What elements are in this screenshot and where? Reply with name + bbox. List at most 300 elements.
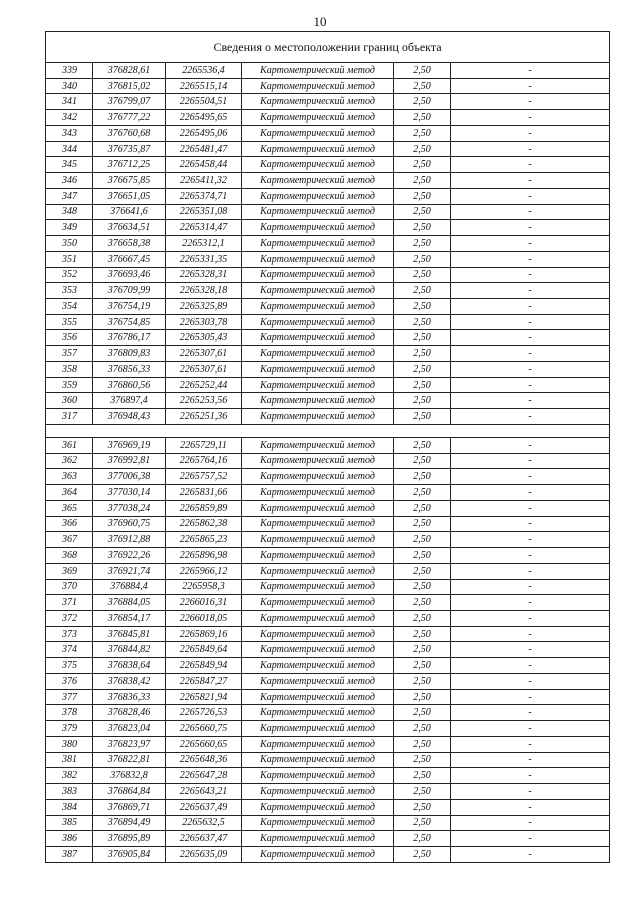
table-row [46,220,610,236]
y-coordinate-cell: 2265958,3 [166,579,242,595]
method-cell: Картометрический метод [242,267,394,283]
y-coordinate-cell: 2265821,94 [166,689,242,705]
x-coordinate-cell: 376897,4 [93,393,166,409]
point-number-cell: 360 [46,393,93,409]
accuracy-cell: 2,50 [394,330,451,346]
description-cell: - [451,752,610,768]
point-number-cell: 380 [46,736,93,752]
y-coordinate-cell: 2265411,32 [166,173,242,189]
method-cell: Картометрический метод [242,673,394,689]
description-cell: - [451,437,610,453]
table-row [46,346,610,362]
point-number-cell: 382 [46,768,93,784]
accuracy-cell: 2,50 [394,469,451,485]
point-number-cell: 356 [46,330,93,346]
x-coordinate-cell: 376754,85 [93,314,166,330]
x-coordinate-cell: 376777,22 [93,110,166,126]
method-cell: Картометрический метод [242,251,394,267]
accuracy-cell: 2,50 [394,220,451,236]
description-cell: - [451,361,610,377]
x-coordinate-cell: 376634,51 [93,220,166,236]
table-row [46,251,610,267]
point-number-cell: 372 [46,610,93,626]
description-cell: - [451,314,610,330]
table-row [46,453,610,469]
point-number-cell: 377 [46,689,93,705]
table-row [46,125,610,141]
table-row [46,299,610,315]
x-coordinate-cell: 376960,75 [93,516,166,532]
y-coordinate-cell: 2265374,71 [166,188,242,204]
method-cell: Картометрический метод [242,157,394,173]
accuracy-cell: 2,50 [394,736,451,752]
accuracy-cell: 2,50 [394,361,451,377]
accuracy-cell: 2,50 [394,251,451,267]
x-coordinate-cell: 376760,68 [93,125,166,141]
x-coordinate-cell: 376884,05 [93,595,166,611]
y-coordinate-cell: 2265862,38 [166,516,242,532]
method-cell: Картометрический метод [242,236,394,252]
method-cell: Картометрический метод [242,283,394,299]
x-coordinate-cell: 376845,81 [93,626,166,642]
y-coordinate-cell: 2265328,18 [166,283,242,299]
y-coordinate-cell: 2265849,94 [166,658,242,674]
method-cell: Картометрический метод [242,563,394,579]
y-coordinate-cell: 2265896,98 [166,548,242,564]
table-row [46,689,610,705]
point-number-cell: 375 [46,658,93,674]
point-number-cell: 368 [46,548,93,564]
table-row [46,784,610,800]
accuracy-cell: 2,50 [394,673,451,689]
table-row [46,626,610,642]
x-coordinate-cell: 376822,81 [93,752,166,768]
table-row [46,157,610,173]
table-row [46,642,610,658]
x-coordinate-cell: 376884,4 [93,579,166,595]
description-cell: - [451,689,610,705]
y-coordinate-cell: 2265643,21 [166,784,242,800]
y-coordinate-cell: 2265637,49 [166,799,242,815]
y-coordinate-cell: 2265764,16 [166,453,242,469]
table-row [46,768,610,784]
method-cell: Картометрический метод [242,752,394,768]
x-coordinate-cell: 376869,71 [93,799,166,815]
description-cell: - [451,846,610,862]
point-number-cell: 340 [46,78,93,94]
point-number-cell: 348 [46,204,93,220]
accuracy-cell: 2,50 [394,768,451,784]
table-title-row [46,32,610,63]
method-cell: Картометрический метод [242,63,394,79]
method-cell: Картометрический метод [242,409,394,425]
table-row [46,673,610,689]
method-cell: Картометрический метод [242,437,394,453]
section-separator-row [46,424,610,437]
point-number-cell: 339 [46,63,93,79]
description-cell: - [451,563,610,579]
y-coordinate-cell: 2265869,16 [166,626,242,642]
point-number-cell: 362 [46,453,93,469]
accuracy-cell: 2,50 [394,721,451,737]
accuracy-cell: 2,50 [394,642,451,658]
x-coordinate-cell: 376828,61 [93,63,166,79]
y-coordinate-cell: 2265303,78 [166,314,242,330]
description-cell: - [451,125,610,141]
y-coordinate-cell: 2265481,47 [166,141,242,157]
accuracy-cell: 2,50 [394,78,451,94]
y-coordinate-cell: 2265328,31 [166,267,242,283]
method-cell: Картометрический метод [242,469,394,485]
description-cell: - [451,267,610,283]
table-row [46,595,610,611]
y-coordinate-cell: 2265847,27 [166,673,242,689]
description-cell: - [451,705,610,721]
x-coordinate-cell: 376912,88 [93,532,166,548]
method-cell: Картометрический метод [242,658,394,674]
x-coordinate-cell: 377006,38 [93,469,166,485]
x-coordinate-cell: 376651,05 [93,188,166,204]
method-cell: Картометрический метод [242,94,394,110]
x-coordinate-cell: 376667,45 [93,251,166,267]
y-coordinate-cell: 2265351,08 [166,204,242,220]
table-row [46,173,610,189]
accuracy-cell: 2,50 [394,346,451,362]
description-cell: - [451,736,610,752]
method-cell: Картометрический метод [242,453,394,469]
table-row [46,361,610,377]
y-coordinate-cell: 2265726,53 [166,705,242,721]
accuracy-cell: 2,50 [394,94,451,110]
description-cell: - [451,283,610,299]
description-cell: - [451,673,610,689]
method-cell: Картометрический метод [242,314,394,330]
point-number-cell: 365 [46,500,93,516]
x-coordinate-cell: 376809,83 [93,346,166,362]
description-cell: - [451,516,610,532]
point-number-cell: 363 [46,469,93,485]
accuracy-cell: 2,50 [394,846,451,862]
accuracy-cell: 2,50 [394,485,451,501]
point-number-cell: 342 [46,110,93,126]
description-cell: - [451,642,610,658]
x-coordinate-cell: 376693,46 [93,267,166,283]
accuracy-cell: 2,50 [394,815,451,831]
accuracy-cell: 2,50 [394,188,451,204]
description-cell: - [451,204,610,220]
y-coordinate-cell: 2265314,47 [166,220,242,236]
method-cell: Картометрический метод [242,815,394,831]
x-coordinate-cell: 376641,6 [93,204,166,220]
method-cell: Картометрический метод [242,516,394,532]
point-number-cell: 349 [46,220,93,236]
x-coordinate-cell: 376823,97 [93,736,166,752]
y-coordinate-cell: 2265307,61 [166,346,242,362]
table-row [46,500,610,516]
table-row [46,267,610,283]
table-row [46,63,610,79]
description-cell: - [451,409,610,425]
y-coordinate-cell: 2265515,14 [166,78,242,94]
table-row [46,469,610,485]
accuracy-cell: 2,50 [394,658,451,674]
description-cell: - [451,595,610,611]
accuracy-cell: 2,50 [394,689,451,705]
table-row [46,314,610,330]
x-coordinate-cell: 376828,46 [93,705,166,721]
x-coordinate-cell: 376948,43 [93,409,166,425]
y-coordinate-cell: 2265495,65 [166,110,242,126]
y-coordinate-cell: 2265647,28 [166,768,242,784]
method-cell: Картометрический метод [242,485,394,501]
x-coordinate-cell: 376838,64 [93,658,166,674]
accuracy-cell: 2,50 [394,125,451,141]
y-coordinate-cell: 2265305,43 [166,330,242,346]
method-cell: Картометрический метод [242,595,394,611]
accuracy-cell: 2,50 [394,409,451,425]
x-coordinate-cell: 376860,56 [93,377,166,393]
table-row [46,705,610,721]
method-cell: Картометрический метод [242,721,394,737]
y-coordinate-cell: 2265458,44 [166,157,242,173]
method-cell: Картометрический метод [242,846,394,862]
table-row [46,831,610,847]
x-coordinate-cell: 376675,85 [93,173,166,189]
description-cell: - [451,532,610,548]
point-number-cell: 369 [46,563,93,579]
x-coordinate-cell: 376735,87 [93,141,166,157]
x-coordinate-cell: 377038,24 [93,500,166,516]
table-row [46,799,610,815]
x-coordinate-cell: 376712,25 [93,157,166,173]
y-coordinate-cell: 2265331,35 [166,251,242,267]
table-row [46,721,610,737]
x-coordinate-cell: 376823,04 [93,721,166,737]
description-cell: - [451,784,610,800]
x-coordinate-cell: 376992,81 [93,453,166,469]
point-number-cell: 347 [46,188,93,204]
point-number-cell: 351 [46,251,93,267]
accuracy-cell: 2,50 [394,236,451,252]
table-row [46,752,610,768]
method-cell: Картометрический метод [242,579,394,595]
description-cell: - [451,78,610,94]
y-coordinate-cell: 2265307,61 [166,361,242,377]
y-coordinate-cell: 2265966,12 [166,563,242,579]
accuracy-cell: 2,50 [394,110,451,126]
x-coordinate-cell: 376815,02 [93,78,166,94]
y-coordinate-cell: 2265325,89 [166,299,242,315]
description-cell: - [451,453,610,469]
point-number-cell: 343 [46,125,93,141]
point-number-cell: 352 [46,267,93,283]
method-cell: Картометрический метод [242,532,394,548]
accuracy-cell: 2,50 [394,532,451,548]
y-coordinate-cell: 2265635,09 [166,846,242,862]
accuracy-cell: 2,50 [394,579,451,595]
accuracy-cell: 2,50 [394,831,451,847]
accuracy-cell: 2,50 [394,516,451,532]
y-coordinate-cell: 2265865,23 [166,532,242,548]
description-cell: - [451,141,610,157]
table-row [46,846,610,862]
x-coordinate-cell: 376836,33 [93,689,166,705]
point-number-cell: 354 [46,299,93,315]
y-coordinate-cell: 2265648,36 [166,752,242,768]
method-cell: Картометрический метод [242,626,394,642]
description-cell: - [451,485,610,501]
x-coordinate-cell: 376786,17 [93,330,166,346]
method-cell: Картометрический метод [242,346,394,362]
method-cell: Картометрический метод [242,736,394,752]
point-number-cell: 345 [46,157,93,173]
y-coordinate-cell: 2265495,06 [166,125,242,141]
accuracy-cell: 2,50 [394,705,451,721]
accuracy-cell: 2,50 [394,784,451,800]
method-cell: Картометрический метод [242,642,394,658]
description-cell: - [451,393,610,409]
method-cell: Картометрический метод [242,610,394,626]
point-number-cell: 371 [46,595,93,611]
x-coordinate-cell: 376905,84 [93,846,166,862]
description-cell: - [451,330,610,346]
method-cell: Картометрический метод [242,705,394,721]
method-cell: Картометрический метод [242,548,394,564]
x-coordinate-cell: 376854,17 [93,610,166,626]
table-row [46,377,610,393]
description-cell: - [451,63,610,79]
method-cell: Картометрический метод [242,689,394,705]
table-row [46,437,610,453]
y-coordinate-cell: 2265253,56 [166,393,242,409]
description-cell: - [451,299,610,315]
description-cell: - [451,377,610,393]
method-cell: Картометрический метод [242,173,394,189]
accuracy-cell: 2,50 [394,314,451,330]
point-number-cell: 381 [46,752,93,768]
description-cell: - [451,94,610,110]
table-row [46,78,610,94]
point-number-cell: 317 [46,409,93,425]
coordinates-table [45,31,610,863]
description-cell: - [451,831,610,847]
accuracy-cell: 2,50 [394,548,451,564]
x-coordinate-cell: 376856,33 [93,361,166,377]
point-number-cell: 385 [46,815,93,831]
accuracy-cell: 2,50 [394,204,451,220]
point-number-cell: 355 [46,314,93,330]
method-cell: Картометрический метод [242,188,394,204]
table-row [46,204,610,220]
y-coordinate-cell: 2265637,47 [166,831,242,847]
accuracy-cell: 2,50 [394,299,451,315]
table-row [46,110,610,126]
point-number-cell: 367 [46,532,93,548]
accuracy-cell: 2,50 [394,752,451,768]
point-number-cell: 364 [46,485,93,501]
method-cell: Картометрический метод [242,799,394,815]
method-cell: Картометрический метод [242,78,394,94]
point-number-cell: 378 [46,705,93,721]
accuracy-cell: 2,50 [394,393,451,409]
description-cell: - [451,236,610,252]
description-cell: - [451,157,610,173]
y-coordinate-cell: 2265252,44 [166,377,242,393]
method-cell: Картометрический метод [242,220,394,236]
method-cell: Картометрический метод [242,784,394,800]
table-row [46,516,610,532]
point-number-cell: 359 [46,377,93,393]
x-coordinate-cell: 376838,42 [93,673,166,689]
y-coordinate-cell: 2265660,65 [166,736,242,752]
x-coordinate-cell: 376799,07 [93,94,166,110]
method-cell: Картометрический метод [242,330,394,346]
description-cell: - [451,721,610,737]
method-cell: Картометрический метод [242,768,394,784]
method-cell: Картометрический метод [242,377,394,393]
y-coordinate-cell: 2265660,75 [166,721,242,737]
method-cell: Картометрический метод [242,299,394,315]
accuracy-cell: 2,50 [394,173,451,189]
table-row [46,409,610,425]
point-number-cell: 383 [46,784,93,800]
accuracy-cell: 2,50 [394,283,451,299]
y-coordinate-cell: 2265831,66 [166,485,242,501]
method-cell: Картометрический метод [242,204,394,220]
description-cell: - [451,610,610,626]
x-coordinate-cell: 376658,38 [93,236,166,252]
y-coordinate-cell: 2265536,4 [166,63,242,79]
table-row [46,94,610,110]
x-coordinate-cell: 376709,99 [93,283,166,299]
y-coordinate-cell: 2265757,52 [166,469,242,485]
description-cell: - [451,173,610,189]
point-number-cell: 376 [46,673,93,689]
page-number: 10 [313,14,327,29]
table-row [46,330,610,346]
point-number-cell: 366 [46,516,93,532]
description-cell: - [451,626,610,642]
description-cell: - [451,251,610,267]
accuracy-cell: 2,50 [394,437,451,453]
method-cell: Картометрический метод [242,393,394,409]
y-coordinate-cell: 2266016,31 [166,595,242,611]
method-cell: Картометрический метод [242,500,394,516]
table-row [46,188,610,204]
point-number-cell: 341 [46,94,93,110]
table-row [46,283,610,299]
method-cell: Картометрический метод [242,361,394,377]
point-number-cell: 387 [46,846,93,862]
point-number-cell: 386 [46,831,93,847]
point-number-cell: 353 [46,283,93,299]
table-row [46,485,610,501]
x-coordinate-cell: 376895,89 [93,831,166,847]
y-coordinate-cell: 2265859,89 [166,500,242,516]
accuracy-cell: 2,50 [394,500,451,516]
description-cell: - [451,579,610,595]
table-title: Сведения о местоположении границ объекта [46,32,610,63]
accuracy-cell: 2,50 [394,141,451,157]
point-number-cell: 370 [46,579,93,595]
point-number-cell: 374 [46,642,93,658]
description-cell: - [451,658,610,674]
point-number-cell: 361 [46,437,93,453]
x-coordinate-cell: 376921,74 [93,563,166,579]
y-coordinate-cell: 2265312,1 [166,236,242,252]
accuracy-cell: 2,50 [394,626,451,642]
description-cell: - [451,548,610,564]
